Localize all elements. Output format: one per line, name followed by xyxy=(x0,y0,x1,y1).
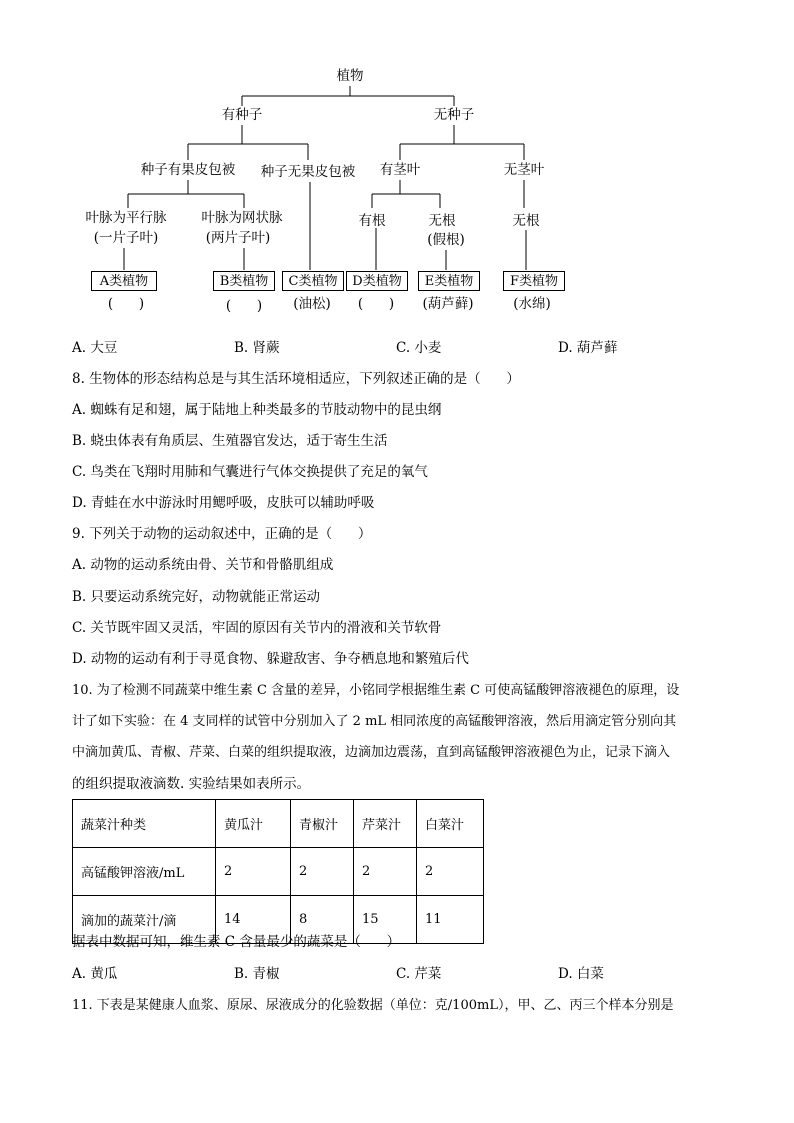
q9-option-d[interactable]: D. 动物的运动有利于寻觅食物、躲避敌害、争夺栖息地和繁殖后代 xyxy=(72,651,469,667)
node-no-stem-leaf: 无茎叶 xyxy=(503,162,545,178)
q10-options xyxy=(0,966,794,984)
table-header-cell: 黄瓜汁 xyxy=(216,800,291,848)
q9-option-c[interactable]: C. 关节既牢固又灵活，牢固的原因有关节内的滑液和关节软骨 xyxy=(72,620,442,636)
node-seeds-covered: 种子有果皮包被 xyxy=(140,162,236,178)
q9-option-b[interactable]: B. 只要运动系统完好，动物就能正常运动 xyxy=(72,589,321,605)
node-netted-veins: 叶脉为网状脉 xyxy=(201,210,283,226)
table-header-cell: 青椒汁 xyxy=(291,800,354,848)
note-d: ( ) xyxy=(357,296,395,312)
table-header-row xyxy=(73,800,484,848)
q7-option-a[interactable]: A. 大豆 xyxy=(72,340,118,356)
note-c: (油松) xyxy=(293,296,331,312)
q9-option-a[interactable]: A. 动物的运动系统由骨、关节和骨骼肌组成 xyxy=(72,557,334,573)
node-two-cotyledons: (两片子叶) xyxy=(205,230,271,246)
q8-option-b[interactable]: B. 蛲虫体表有角质层、生殖器官发达，适于寄生生活 xyxy=(72,433,388,449)
box-b: B类植物 xyxy=(213,271,275,291)
q10-text-line-1: 10. 为了检测不同蔬菜中维生素 C 含量的差异，小铭同学根据维生素 C 可使高锰酸钾溶液褪色的原理，设 xyxy=(72,683,680,698)
table-header-cell: 蔬菜汁种类 xyxy=(73,800,216,848)
node-false-roots: (假根) xyxy=(427,232,465,248)
table-cell: 2 xyxy=(417,848,484,896)
node-has-stem-leaf: 有茎叶 xyxy=(379,162,421,178)
table-cell: 2 xyxy=(291,848,354,896)
node-has-roots: 有根 xyxy=(358,213,386,229)
q8-stem: 8. 生物体的形态结构总是与其生活环境相适应，下列叙述正确的是（ ） xyxy=(72,371,520,387)
node-without-seeds: 无种子 xyxy=(433,107,475,123)
table-header-cell: 芹菜汁 xyxy=(354,800,417,848)
q10-option-c[interactable]: C. 芹菜 xyxy=(396,966,442,982)
q10-text-line-3: 中滴加黄瓜、青椒、芹菜、白菜的组织提取液，边滴加边震荡，直到高锰酸钾溶液褪色为止，记录下滴入 xyxy=(72,745,671,760)
box-c: C类植物 xyxy=(282,271,344,291)
table-cell: 滴加的蔬菜汁/滴 xyxy=(73,896,216,944)
note-b: ( ) xyxy=(225,298,263,314)
node-no-roots: 无根 xyxy=(428,213,456,229)
table-cell: 2 xyxy=(354,848,417,896)
q10-text-line-2: 计了如下实验：在 4 支同样的试管中分别加入了 2 mL 相同浓度的高锰酸钾溶液，然后用滴定管分别向其 xyxy=(72,714,677,729)
q10-option-a[interactable]: A. 黄瓜 xyxy=(72,966,118,982)
note-e: (葫芦藓) xyxy=(422,296,474,312)
table-row xyxy=(73,848,484,896)
vitamin-c-table xyxy=(72,799,484,944)
q11-text-line-1: 11. 下表是某健康人血浆、原尿、尿液成分的化验数据（单位：克/100mL），甲、乙、丙三个样本分别是 xyxy=(72,998,674,1013)
node-one-cotyledon: (一片子叶) xyxy=(93,230,159,246)
q10-option-d[interactable]: D. 白菜 xyxy=(558,966,604,982)
table-cell: 2 xyxy=(216,848,291,896)
box-a: A类植物 xyxy=(91,271,157,291)
table-cell: 高锰酸钾溶液/mL xyxy=(73,848,216,896)
q7-option-d[interactable]: D. 葫芦藓 xyxy=(558,340,618,356)
q10-text-line-4: 的组织提取液滴数. 实验结果如表所示。 xyxy=(72,776,311,792)
note-f: (水绵) xyxy=(513,296,551,312)
table-cell: 15 xyxy=(354,896,417,944)
q9-stem: 9. 下列关于动物的运动叙述中，正确的是（ ） xyxy=(72,526,372,542)
node-with-seeds: 有种子 xyxy=(221,107,263,123)
box-d: D类植物 xyxy=(346,271,408,291)
table-cell: 11 xyxy=(417,896,484,944)
q10-option-b[interactable]: B. 青椒 xyxy=(234,966,280,982)
q8-option-a[interactable]: A. 蜘蛛有足和翅，属于陆地上种类最多的节肢动物中的昆虫纲 xyxy=(72,402,442,418)
q8-option-d[interactable]: D. 青蛙在水中游泳时用鳃呼吸，皮肤可以辅助呼吸 xyxy=(72,495,375,511)
q7-option-b[interactable]: B. 肾蕨 xyxy=(234,340,280,356)
node-no-roots-algae: 无根 xyxy=(512,213,540,229)
table-cell: 14 xyxy=(216,896,291,944)
node-plants: 植物 xyxy=(336,68,364,84)
box-f: F类植物 xyxy=(503,271,565,291)
note-a: ( ) xyxy=(107,296,145,312)
q7-options xyxy=(0,340,794,358)
node-parallel-veins: 叶脉为平行脉 xyxy=(85,210,167,226)
box-e: E类植物 xyxy=(418,271,480,291)
q8-option-c[interactable]: C. 鸟类在飞翔时用肺和气囊进行气体交换提供了充足的氧气 xyxy=(72,464,428,480)
q7-option-c[interactable]: C. 小麦 xyxy=(396,340,442,356)
table-header-cell: 白菜汁 xyxy=(417,800,484,848)
q10-question: 据表中数据可知，维生素 C 含量最少的蔬菜是（ ） xyxy=(72,934,401,950)
table-cell: 8 xyxy=(291,896,354,944)
node-seeds-naked: 种子无果皮包被 xyxy=(260,164,356,180)
